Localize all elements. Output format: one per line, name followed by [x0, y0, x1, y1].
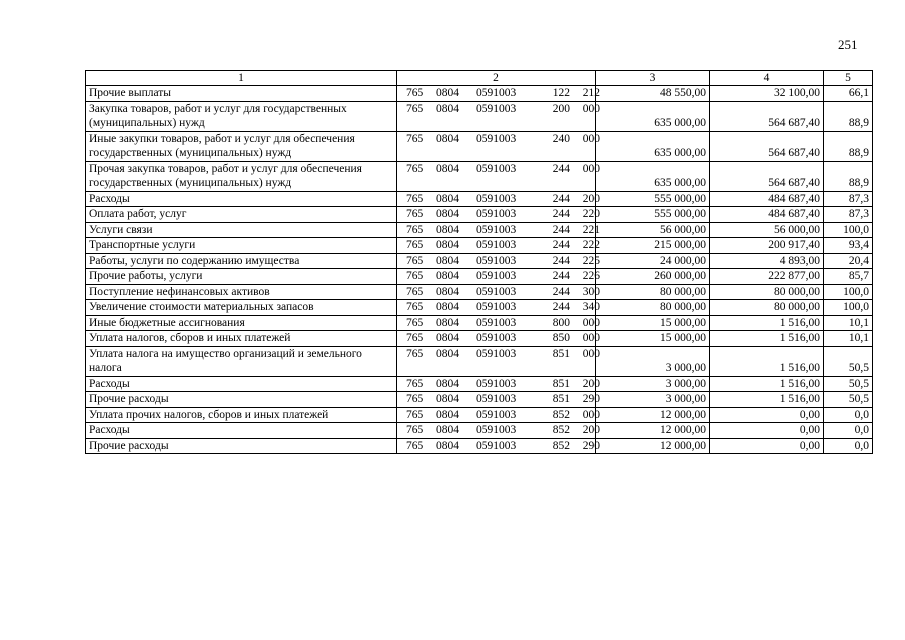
- code-section: 0804: [436, 301, 459, 313]
- table-row: [86, 284, 873, 300]
- code-expense-type: 200: [552, 102, 570, 115]
- row-description: Прочая закупка товаров, работ и услуг для обеспечения государственных (муниципальных) нужд: [86, 161, 397, 191]
- table-row: [86, 407, 873, 423]
- code-kosgu: 000: [582, 332, 600, 344]
- code-ministry: 765: [406, 254, 424, 267]
- row-code: [397, 207, 600, 223]
- row-value-3: 3 000,00: [596, 392, 710, 408]
- header-cell: 5: [824, 71, 873, 86]
- code-kosgu: 000: [582, 347, 600, 360]
- row-code: [397, 315, 600, 331]
- code-article: 0591003: [476, 285, 517, 298]
- row-code: [397, 131, 600, 161]
- code-expense-type: 122: [552, 87, 570, 99]
- code-expense-type: 852: [552, 439, 570, 452]
- code-ministry: 765: [406, 208, 424, 220]
- row-description: Прочие выплаты: [86, 86, 397, 102]
- code-expense-type: 244: [552, 285, 570, 298]
- table-row: [86, 376, 873, 392]
- row-value-3: 12 000,00: [596, 423, 710, 439]
- code-section: 0804: [436, 439, 459, 452]
- row-value-5: 88,9: [824, 161, 873, 191]
- code-section: 0804: [436, 393, 459, 405]
- code-article: 0591003: [476, 254, 517, 267]
- code-ministry: 765: [406, 393, 424, 405]
- code-section: 0804: [436, 87, 459, 99]
- row-value-4: 56 000,00: [710, 222, 824, 238]
- code-expense-type: 244: [552, 223, 570, 236]
- code-article: 0591003: [476, 332, 517, 344]
- row-code: [397, 438, 600, 454]
- code-ministry: 765: [406, 377, 424, 390]
- code-expense-type: 852: [552, 424, 570, 436]
- row-value-5: 88,9: [824, 131, 873, 161]
- row-value-3: 635 000,00: [596, 161, 710, 191]
- code-article: 0591003: [476, 102, 517, 115]
- header-cell: 3: [596, 71, 710, 86]
- code-article: 0591003: [476, 162, 517, 175]
- table-row: [86, 222, 873, 238]
- code-expense-type: 800: [552, 316, 570, 329]
- code-kosgu: 000: [582, 316, 600, 329]
- code-kosgu: 225: [582, 254, 600, 267]
- code-ministry: 765: [406, 87, 424, 99]
- code-ministry: 765: [406, 192, 424, 205]
- code-expense-type: 852: [552, 408, 570, 421]
- row-value-5: 100,0: [824, 222, 873, 238]
- row-value-4: 0,00: [710, 407, 824, 423]
- row-value-5: 0,0: [824, 407, 873, 423]
- row-description: Уплата прочих налогов, сборов и иных платежей: [86, 407, 397, 423]
- row-description: Транспортные услуги: [86, 238, 397, 254]
- row-description: Прочие расходы: [86, 392, 397, 408]
- code-kosgu: 000: [582, 102, 600, 115]
- code-expense-type: 244: [552, 162, 570, 175]
- row-value-5: 85,7: [824, 269, 873, 285]
- table-row: [86, 331, 873, 347]
- code-ministry: 765: [406, 102, 424, 115]
- row-value-5: 10,1: [824, 331, 873, 347]
- code-expense-type: 244: [552, 270, 570, 282]
- code-expense-type: 244: [552, 239, 570, 251]
- row-value-5: 50,5: [824, 392, 873, 408]
- row-description: Расходы: [86, 423, 397, 439]
- code-article: 0591003: [476, 270, 517, 282]
- row-value-4: 80 000,00: [710, 300, 824, 316]
- row-code: [397, 346, 600, 376]
- header-cell: 2: [397, 71, 596, 86]
- code-ministry: 765: [406, 132, 424, 145]
- row-value-4: 1 516,00: [710, 392, 824, 408]
- row-value-3: 15 000,00: [596, 315, 710, 331]
- code-article: 0591003: [476, 301, 517, 313]
- row-value-4: 484 687,40: [710, 207, 824, 223]
- code-kosgu: 226: [582, 270, 600, 282]
- code-kosgu: 200: [582, 377, 600, 390]
- code-ministry: 765: [406, 162, 424, 175]
- row-description: Прочие работы, услуги: [86, 269, 397, 285]
- code-kosgu: 222: [582, 239, 600, 251]
- table-row: [86, 269, 873, 285]
- row-description: Расходы: [86, 191, 397, 207]
- code-article: 0591003: [476, 316, 517, 329]
- row-value-4: 1 516,00: [710, 331, 824, 347]
- row-value-4: 564 687,40: [710, 161, 824, 191]
- row-description: Иные закупки товаров, работ и услуг для обеспечения государственных (муниципальных) нужд: [86, 131, 397, 161]
- row-code: [397, 407, 600, 423]
- table-row: [86, 86, 873, 102]
- code-kosgu: 290: [582, 393, 600, 405]
- code-section: 0804: [436, 208, 459, 220]
- row-code: [397, 238, 600, 254]
- code-expense-type: 244: [552, 301, 570, 313]
- code-section: 0804: [436, 223, 459, 236]
- table-row: [86, 253, 873, 269]
- row-value-4: 0,00: [710, 438, 824, 454]
- code-section: 0804: [436, 285, 459, 298]
- row-value-5: 50,5: [824, 376, 873, 392]
- code-section: 0804: [436, 408, 459, 421]
- row-value-3: 12 000,00: [596, 407, 710, 423]
- row-value-4: 1 516,00: [710, 346, 824, 376]
- row-value-4: 4 893,00: [710, 253, 824, 269]
- code-article: 0591003: [476, 87, 517, 99]
- table-row: [86, 392, 873, 408]
- code-article: 0591003: [476, 223, 517, 236]
- row-value-3: 12 000,00: [596, 438, 710, 454]
- code-section: 0804: [436, 347, 459, 360]
- code-expense-type: 851: [552, 347, 570, 360]
- row-value-4: 564 687,40: [710, 131, 824, 161]
- row-description: Увеличение стоимости материальных запасов: [86, 300, 397, 316]
- code-kosgu: 212: [582, 87, 600, 99]
- table-row: [86, 161, 873, 191]
- table-row: [86, 101, 873, 131]
- row-description: Уплата налогов, сборов и иных платежей: [86, 331, 397, 347]
- code-expense-type: 244: [552, 208, 570, 220]
- code-article: 0591003: [476, 239, 517, 251]
- row-code: [397, 284, 600, 300]
- row-value-5: 100,0: [824, 300, 873, 316]
- code-section: 0804: [436, 239, 459, 251]
- row-code: [397, 191, 600, 207]
- row-value-4: 80 000,00: [710, 284, 824, 300]
- row-value-5: 0,0: [824, 423, 873, 439]
- code-kosgu: 290: [582, 439, 600, 452]
- row-value-3: 80 000,00: [596, 284, 710, 300]
- code-expense-type: 851: [552, 377, 570, 390]
- code-ministry: 765: [406, 270, 424, 282]
- row-value-5: 93,4: [824, 238, 873, 254]
- code-article: 0591003: [476, 439, 517, 452]
- row-description: Уплата налога на имущество организаций и земельного налога: [86, 346, 397, 376]
- code-kosgu: 221: [582, 223, 600, 236]
- table-header-row: [86, 71, 873, 86]
- row-value-4: 1 516,00: [710, 376, 824, 392]
- row-value-4: 222 877,00: [710, 269, 824, 285]
- code-kosgu: 000: [582, 132, 600, 145]
- code-kosgu: 000: [582, 162, 600, 175]
- row-description: Поступление нефинансовых активов: [86, 284, 397, 300]
- row-value-4: 200 917,40: [710, 238, 824, 254]
- row-code: [397, 86, 600, 102]
- code-section: 0804: [436, 254, 459, 267]
- row-value-3: 635 000,00: [596, 101, 710, 131]
- code-kosgu: 000: [582, 408, 600, 421]
- code-ministry: 765: [406, 439, 424, 452]
- table-row: [86, 207, 873, 223]
- code-section: 0804: [436, 132, 459, 145]
- code-ministry: 765: [406, 332, 424, 344]
- code-ministry: 765: [406, 347, 424, 360]
- row-description: Оплата работ, услуг: [86, 207, 397, 223]
- code-kosgu: 200: [582, 424, 600, 436]
- row-code: [397, 331, 600, 347]
- code-ministry: 765: [406, 223, 424, 236]
- row-value-3: 56 000,00: [596, 222, 710, 238]
- row-value-5: 66,1: [824, 86, 873, 102]
- row-value-3: 48 550,00: [596, 86, 710, 102]
- row-description: Иные бюджетные ассигнования: [86, 315, 397, 331]
- code-section: 0804: [436, 332, 459, 344]
- code-section: 0804: [436, 316, 459, 329]
- code-ministry: 765: [406, 301, 424, 313]
- row-value-5: 10,1: [824, 315, 873, 331]
- row-value-3: 260 000,00: [596, 269, 710, 285]
- row-code: [397, 161, 600, 191]
- row-description: Услуги связи: [86, 222, 397, 238]
- row-value-4: 484 687,40: [710, 191, 824, 207]
- code-ministry: 765: [406, 424, 424, 436]
- code-kosgu: 200: [582, 192, 600, 205]
- header-cell: 1: [86, 71, 397, 86]
- page-number: 251: [838, 37, 858, 52]
- code-article: 0591003: [476, 132, 517, 145]
- header-cell: 4: [710, 71, 824, 86]
- table-row: [86, 238, 873, 254]
- code-article: 0591003: [476, 393, 517, 405]
- table-row: [86, 423, 873, 439]
- table-row: [86, 315, 873, 331]
- row-value-5: 87,3: [824, 207, 873, 223]
- code-expense-type: 240: [552, 132, 570, 145]
- code-article: 0591003: [476, 424, 517, 436]
- table-row: [86, 300, 873, 316]
- row-code: [397, 101, 600, 131]
- code-section: 0804: [436, 270, 459, 282]
- row-value-3: 555 000,00: [596, 207, 710, 223]
- row-value-3: 3 000,00: [596, 346, 710, 376]
- row-value-5: 87,3: [824, 191, 873, 207]
- code-expense-type: 244: [552, 192, 570, 205]
- code-ministry: 765: [406, 316, 424, 329]
- row-value-3: 215 000,00: [596, 238, 710, 254]
- table-row: [86, 438, 873, 454]
- code-kosgu: 300: [582, 285, 600, 298]
- row-value-5: 20,4: [824, 253, 873, 269]
- code-ministry: 765: [406, 408, 424, 421]
- row-value-3: 24 000,00: [596, 253, 710, 269]
- row-code: [397, 376, 600, 392]
- row-value-3: 3 000,00: [596, 376, 710, 392]
- code-ministry: 765: [406, 239, 424, 251]
- code-article: 0591003: [476, 192, 517, 205]
- code-kosgu: 340: [582, 301, 600, 313]
- row-value-3: 15 000,00: [596, 331, 710, 347]
- code-section: 0804: [436, 424, 459, 436]
- row-value-4: 1 516,00: [710, 315, 824, 331]
- row-code: [397, 300, 600, 316]
- budget-table: [85, 70, 873, 454]
- row-description: Закупка товаров, работ и услуг для государственных (муниципальных) нужд: [86, 101, 397, 131]
- row-description: Работы, услуги по содержанию имущества: [86, 253, 397, 269]
- row-value-4: 32 100,00: [710, 86, 824, 102]
- row-value-3: 555 000,00: [596, 191, 710, 207]
- row-description: Расходы: [86, 376, 397, 392]
- row-value-5: 50,5: [824, 346, 873, 376]
- code-article: 0591003: [476, 347, 517, 360]
- table-row: [86, 346, 873, 376]
- code-expense-type: 851: [552, 393, 570, 405]
- code-ministry: 765: [406, 285, 424, 298]
- row-code: [397, 392, 600, 408]
- row-description: Прочие расходы: [86, 438, 397, 454]
- code-expense-type: 244: [552, 254, 570, 267]
- row-code: [397, 269, 600, 285]
- row-code: [397, 222, 600, 238]
- row-value-4: 564 687,40: [710, 101, 824, 131]
- code-article: 0591003: [476, 408, 517, 421]
- row-value-4: 0,00: [710, 423, 824, 439]
- code-kosgu: 220: [582, 208, 600, 220]
- row-value-3: 635 000,00: [596, 131, 710, 161]
- code-article: 0591003: [476, 377, 517, 390]
- code-expense-type: 850: [552, 332, 570, 344]
- table-row: [86, 191, 873, 207]
- row-value-5: 88,9: [824, 101, 873, 131]
- code-article: 0591003: [476, 208, 517, 220]
- row-value-3: 80 000,00: [596, 300, 710, 316]
- code-section: 0804: [436, 192, 459, 205]
- table-row: [86, 131, 873, 161]
- row-value-5: 100,0: [824, 284, 873, 300]
- row-value-5: 0,0: [824, 438, 873, 454]
- row-code: [397, 253, 600, 269]
- row-code: [397, 423, 600, 439]
- code-section: 0804: [436, 102, 459, 115]
- code-section: 0804: [436, 377, 459, 390]
- code-section: 0804: [436, 162, 459, 175]
